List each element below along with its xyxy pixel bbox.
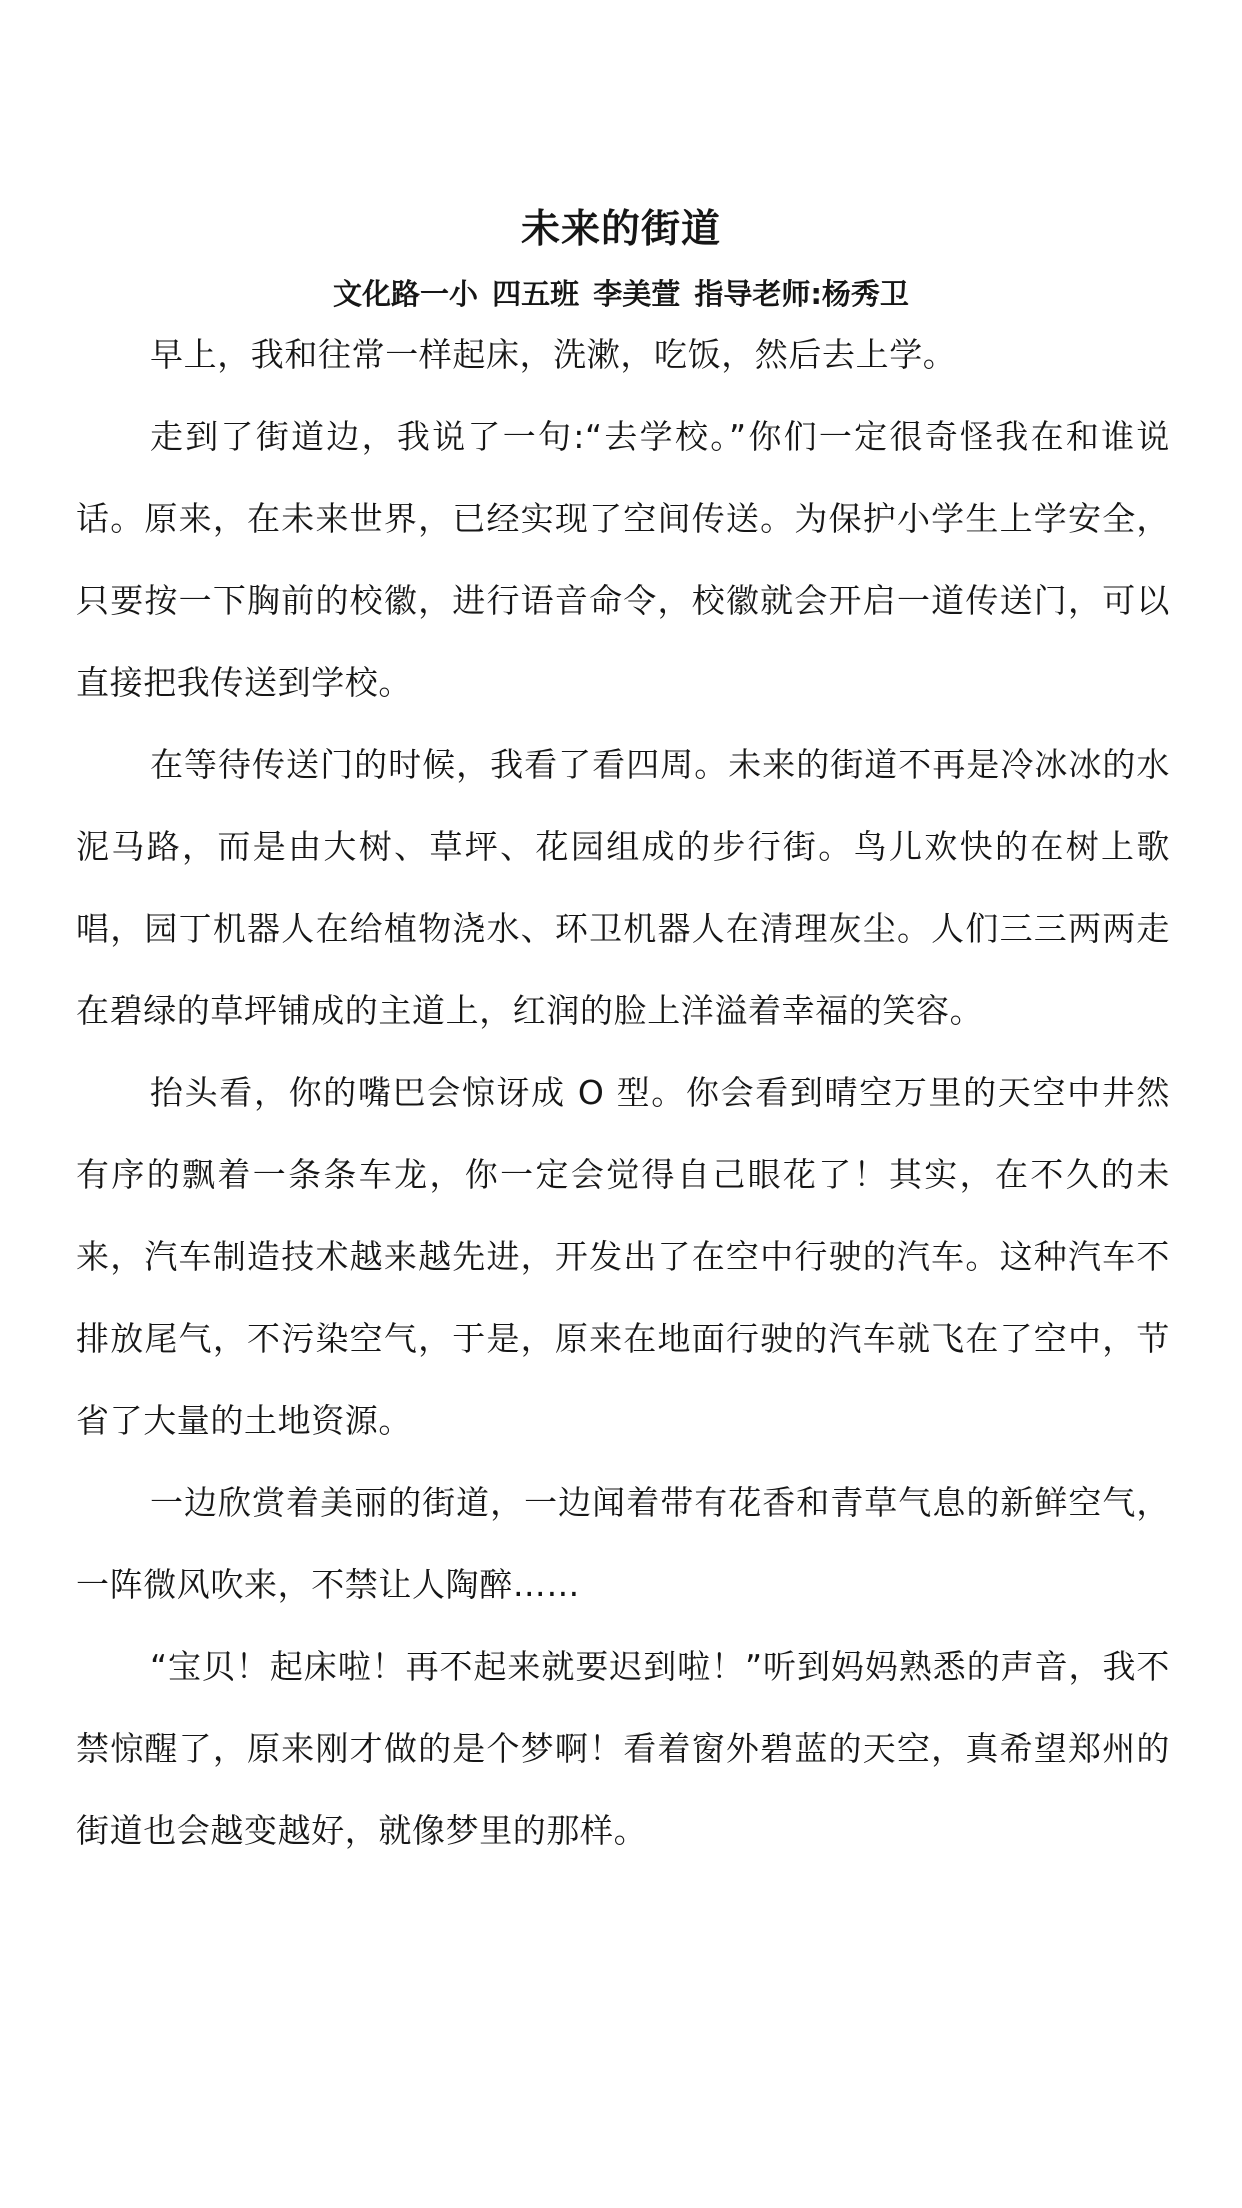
essay-body xyxy=(76,314,1170,1872)
essay-title: 未来的街道 xyxy=(520,207,721,252)
paragraph-3: 在等待传送门的时候，我看了看四周。未来的街道不再是冷冰冰的水泥马路，而是由大树、草坪、花园组成的步行街。鸟儿欢快的在树上歌唱，园丁机器人在给植物浇水、环卫机器人在清理灰尘。人们三三两两走在碧绿的草坪铺成的主道上，红润的脸上洋溢着幸福的笑容。 xyxy=(76,745,1170,1030)
paragraph-5: 一边欣赏着美丽的街道，一边闻着带有花香和青草气息的新鲜空气，一阵微风吹来，不禁让人陶醉…… xyxy=(76,1483,1170,1604)
paragraph-4: 抬头看，你的嘴巴会惊讶成 O 型。你会看到晴空万里的天空中井然有序的飘着一条条车龙，你一定会觉得自己眼花了！其实，在不久的未来，汽车制造技术越来越先进，开发出了在空中行驶的汽车。这种汽车不排放尾气，不污染空气，于是，原来在地面行驶的汽车就飞在了空中，节省了大量的土地资源。 xyxy=(76,1073,1170,1440)
essay-byline: 文化路一小 四五班 李美萱 指导老师:杨秀卫 xyxy=(333,277,909,311)
paragraph-6: “宝贝！起床啦！再不起来就要迟到啦！”听到妈妈熟悉的声音，我不禁惊醒了，原来刚才做的是个梦啊！看着窗外碧蓝的天空，真希望郑州的街道也会越变越好，就像梦里的那样。 xyxy=(76,1647,1170,1850)
paragraph-1: 早上，我和往常一样起床，洗漱，吃饭，然后去上学。 xyxy=(150,335,957,374)
paragraph-2: 走到了街道边，我说了一句:“去学校。”你们一定很奇怪我在和谁说话。原来，在未来世界，已经实现了空间传送。为保护小学生上学安全，只要按一下胸前的校徽，进行语音命令，校徽就会开启一道传送门，可以直接把我传送到学校。 xyxy=(76,417,1170,702)
